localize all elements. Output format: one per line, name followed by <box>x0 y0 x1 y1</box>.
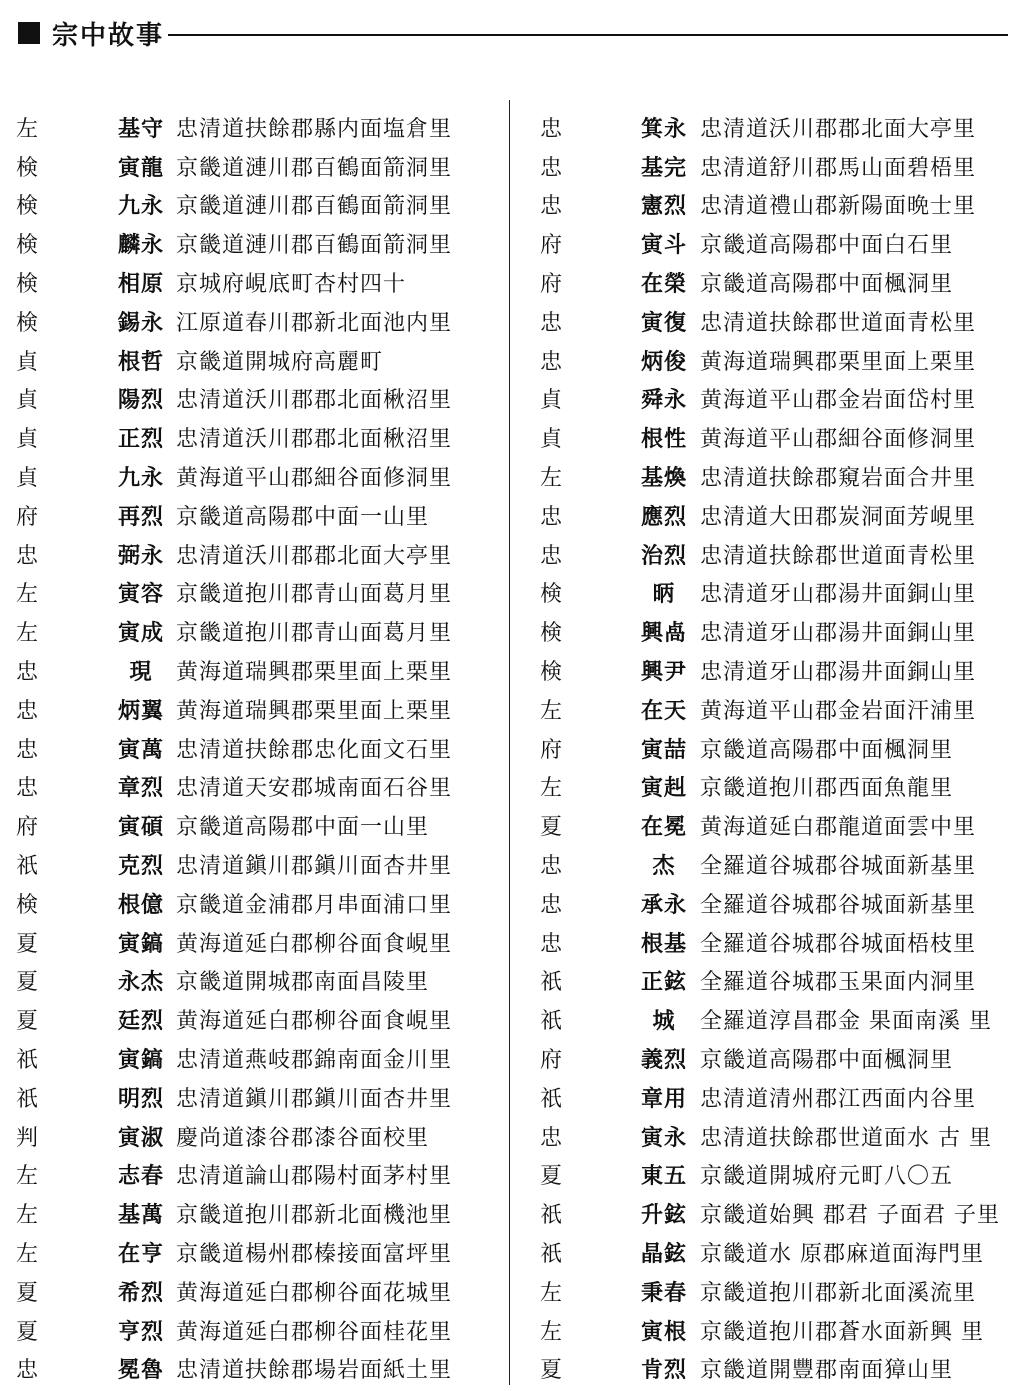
list-item <box>538 1000 1008 1039</box>
entry-rank: 検 <box>16 155 39 181</box>
entry-address: 黄海道瑞興郡栗里面上栗里 <box>176 698 453 724</box>
list-item <box>14 341 494 380</box>
entry-rank: 忠 <box>540 310 563 336</box>
entry-address: 江原道春川郡新北面池内里 <box>176 310 453 336</box>
entry-rank: 貞 <box>16 466 39 492</box>
entry-address: 黄海道延白郡柳谷面食峴里 <box>176 1009 453 1035</box>
entry-address: 京畿道開城府高麗町 <box>176 349 384 375</box>
entry-name: 杰 <box>652 854 676 880</box>
entry-address: 全羅道谷城郡谷城面梧枝里 <box>700 931 977 957</box>
entry-address: 黄海道延白郡柳谷面食峴里 <box>176 931 453 957</box>
entry-name: 根億 <box>117 892 164 918</box>
list-item <box>538 962 1008 1001</box>
entry-name: 永杰 <box>117 970 164 996</box>
list-item <box>538 302 1008 341</box>
list-item <box>538 418 1008 457</box>
entry-address: 黄海道延白郡柳谷面花城里 <box>176 1280 453 1306</box>
entry-address: 忠清道沃川郡郡北面楸沼里 <box>176 388 453 414</box>
entry-address: 京畿道抱川郡青山面葛月里 <box>176 582 453 608</box>
list-item <box>538 690 1008 729</box>
list-item <box>538 1311 1008 1350</box>
list-item <box>14 845 494 884</box>
entry-name: 寅鎬 <box>117 931 164 957</box>
entry-rank: 検 <box>16 194 39 220</box>
entry-name: 在天 <box>640 698 687 724</box>
entry-name: 冕魯 <box>117 1358 164 1384</box>
entry-name: 陽烈 <box>117 388 164 414</box>
list-item <box>538 224 1008 263</box>
entry-name: 現 <box>129 660 153 686</box>
entry-name: 章烈 <box>117 776 164 802</box>
entry-name: 炳翼 <box>117 698 164 724</box>
entry-address: 忠清道禮山郡新陽面晩士里 <box>700 194 977 220</box>
entry-address: 忠清道牙山郡湯井面銅山里 <box>700 660 977 686</box>
entry-address: 京畿道抱川郡西面魚龍里 <box>700 776 954 802</box>
entry-name: 錫永 <box>117 310 164 336</box>
list-item <box>14 457 494 496</box>
list-item <box>538 1117 1008 1156</box>
entry-rank: 夏 <box>16 1319 39 1345</box>
header-rule <box>168 34 1008 36</box>
list-item <box>14 1272 494 1311</box>
list-item <box>538 651 1008 690</box>
entry-rank: 左 <box>16 1164 39 1190</box>
list-item <box>538 263 1008 302</box>
entry-name: 基煥 <box>640 466 687 492</box>
entry-name: 憲烈 <box>640 194 687 220</box>
entry-rank: 左 <box>16 621 39 647</box>
entry-address: 京畿道漣川郡百鶴面箭洞里 <box>176 155 453 181</box>
entry-address: 黄海道延白郡龍道面雲中里 <box>700 815 977 841</box>
entry-address: 黄海道瑞興郡栗里面上栗里 <box>176 660 453 686</box>
entry-name: 寅容 <box>117 582 164 608</box>
list-item <box>14 108 494 147</box>
left-column <box>14 108 494 1388</box>
entry-rank: 貞 <box>16 349 39 375</box>
entry-name: 克烈 <box>117 854 164 880</box>
list-item <box>14 1000 494 1039</box>
list-item <box>14 651 494 690</box>
list-item <box>14 263 494 302</box>
entry-rank: 忠 <box>540 854 563 880</box>
entry-address: 忠清道天安郡城南面石谷里 <box>176 776 453 802</box>
entry-address: 忠清道扶餘郡縣内面塩倉里 <box>176 116 453 142</box>
entry-rank: 左 <box>16 1203 39 1229</box>
list-item <box>14 1311 494 1350</box>
entry-name: 興尹 <box>640 660 687 686</box>
list-item <box>538 1350 1008 1389</box>
entry-name: 承永 <box>640 892 687 918</box>
entry-rank: 左 <box>540 466 563 492</box>
entry-rank: 祇 <box>540 970 563 996</box>
entry-rank: 忠 <box>540 349 563 375</box>
entry-address: 忠清道燕岐郡錦南面金川里 <box>176 1048 453 1074</box>
entry-name: 在榮 <box>640 272 687 298</box>
entry-rank: 貞 <box>540 388 563 414</box>
entry-name: 基萬 <box>117 1203 164 1229</box>
entry-name: 廷烈 <box>117 1009 164 1035</box>
entry-name: 弼永 <box>117 543 164 569</box>
entry-rank: 夏 <box>540 1164 563 1190</box>
entry-address: 黄海道延白郡柳谷面桂花里 <box>176 1319 453 1345</box>
entry-name: 根基 <box>640 931 687 957</box>
list-item <box>538 1039 1008 1078</box>
list-item <box>538 884 1008 923</box>
list-item <box>14 690 494 729</box>
entry-name: 寅根 <box>640 1319 687 1345</box>
entry-address: 京畿道高陽郡中面楓洞里 <box>700 737 954 763</box>
entry-rank: 祇 <box>540 1009 563 1035</box>
entry-address: 黄海道平山郡細谷面修洞里 <box>176 466 453 492</box>
entry-rank: 夏 <box>16 1009 39 1035</box>
entry-address: 忠清道沃川郡郡北面大亭里 <box>176 543 453 569</box>
entry-name: 寅成 <box>117 621 164 647</box>
entry-address: 黄海道瑞興郡栗里面上栗里 <box>700 349 977 375</box>
entry-rank: 祇 <box>16 1048 39 1074</box>
right-column <box>538 108 1008 1388</box>
entry-address: 全羅道淳昌郡金 果面南溪 里 <box>700 1009 992 1035</box>
entry-name: 寅萬 <box>117 737 164 763</box>
entry-address: 黄海道平山郡金岩面汗浦里 <box>700 698 977 724</box>
entry-rank: 忠 <box>16 543 39 569</box>
entry-rank: 忠 <box>16 660 39 686</box>
entry-address: 京畿道抱川郡新北面機池里 <box>176 1203 453 1229</box>
entry-rank: 検 <box>540 582 563 608</box>
entry-address: 京畿道金浦郡月串面浦口里 <box>176 892 453 918</box>
entry-rank: 夏 <box>540 815 563 841</box>
entry-rank: 検 <box>540 660 563 686</box>
entry-rank: 左 <box>540 1280 563 1306</box>
column-divider <box>509 100 510 1385</box>
entry-address: 京畿道開豐郡南面獐山里 <box>700 1358 954 1384</box>
list-item <box>14 535 494 574</box>
entry-name: 舜永 <box>640 388 687 414</box>
entry-name: 昞 <box>652 582 676 608</box>
entry-address: 忠清道牙山郡湯井面銅山里 <box>700 582 977 608</box>
entry-rank: 判 <box>16 1125 39 1151</box>
list-item <box>538 845 1008 884</box>
entry-name: 寅鎬 <box>117 1048 164 1074</box>
entry-name: 章用 <box>640 1086 687 1112</box>
entry-rank: 夏 <box>16 970 39 996</box>
list-item <box>538 612 1008 651</box>
entry-rank: 忠 <box>540 194 563 220</box>
entry-address: 京畿道抱川郡青山面葛月里 <box>176 621 453 647</box>
entry-name: 興卨 <box>640 621 687 647</box>
entry-name: 東五 <box>640 1164 687 1190</box>
list-item <box>538 1156 1008 1195</box>
entry-address: 京畿道漣川郡百鶴面箭洞里 <box>176 233 453 259</box>
entry-name: 炳俊 <box>640 349 687 375</box>
list-item <box>538 806 1008 845</box>
entry-name: 升鉉 <box>640 1203 687 1229</box>
list-item <box>14 729 494 768</box>
entry-rank: 忠 <box>540 543 563 569</box>
entry-name: 再烈 <box>117 504 164 530</box>
entry-rank: 夏 <box>16 1280 39 1306</box>
entry-name: 根哲 <box>117 349 164 375</box>
entry-address: 京畿道開城郡南面昌陵里 <box>176 970 430 996</box>
entry-rank: 忠 <box>16 1358 39 1384</box>
entry-rank: 夏 <box>540 1358 563 1384</box>
entry-address: 京畿道高陽郡中面楓洞里 <box>700 1048 954 1074</box>
entry-rank: 府 <box>16 815 39 841</box>
entry-rank: 府 <box>540 233 563 259</box>
list-item <box>14 1039 494 1078</box>
entry-name: 在冕 <box>640 815 687 841</box>
list-item <box>538 535 1008 574</box>
entry-name: 根性 <box>640 427 687 453</box>
entry-name: 麟永 <box>117 233 164 259</box>
entry-name: 正烈 <box>117 427 164 453</box>
entry-rank: 左 <box>16 116 39 142</box>
entry-rank: 忠 <box>540 1125 563 1151</box>
entry-name: 寅斗 <box>640 233 687 259</box>
list-item <box>538 108 1008 147</box>
list-item <box>538 729 1008 768</box>
entry-rank: 祇 <box>16 1086 39 1112</box>
entry-rank: 貞 <box>540 427 563 453</box>
entry-name: 寅龍 <box>117 155 164 181</box>
entry-name: 在亨 <box>117 1242 164 1267</box>
entry-address: 京畿道高陽郡中面一山里 <box>176 815 430 841</box>
entry-address: 忠清道清州郡江西面内谷里 <box>700 1086 977 1112</box>
entry-address: 忠清道沃川郡郡北面楸沼里 <box>176 427 453 453</box>
entry-name: 寅永 <box>640 1125 687 1151</box>
entry-rank: 祇 <box>540 1086 563 1112</box>
list-item <box>14 496 494 535</box>
entry-address: 忠清道沃川郡郡北面大亭里 <box>700 116 977 142</box>
list-item <box>14 1350 494 1389</box>
entry-name: 寅復 <box>640 310 687 336</box>
entry-rank: 府 <box>540 272 563 298</box>
entry-rank: 貞 <box>16 427 39 453</box>
entry-address: 忠清道鎭川郡鎭川面杏井里 <box>176 854 453 880</box>
entry-rank: 左 <box>16 1242 39 1267</box>
entry-address: 黄海道平山郡細谷面修洞里 <box>700 427 977 453</box>
entry-name: 寅淑 <box>117 1125 164 1151</box>
entry-address: 京畿道抱川郡新北面溪流里 <box>700 1280 977 1306</box>
entry-rank: 府 <box>540 737 563 763</box>
list-item <box>14 1117 494 1156</box>
entry-name: 寅赳 <box>640 776 687 802</box>
entry-name: 希烈 <box>117 1280 164 1306</box>
entry-address: 京畿道水 原郡麻道面海門里 <box>700 1242 984 1267</box>
entry-address: 忠清道牙山郡湯井面銅山里 <box>700 621 977 647</box>
entry-rank: 府 <box>540 1048 563 1074</box>
entry-rank: 祇 <box>16 854 39 880</box>
entry-address: 忠清道扶餘郡世道面水 古 里 <box>700 1125 992 1151</box>
list-item <box>14 574 494 613</box>
entry-rank: 左 <box>16 582 39 608</box>
list-item <box>538 147 1008 186</box>
entry-address: 京畿道楊州郡榛接面富坪里 <box>176 1242 453 1267</box>
list-item <box>14 147 494 186</box>
entry-rank: 検 <box>16 272 39 298</box>
entry-address: 京畿道高陽郡中面一山里 <box>176 504 430 530</box>
list-item <box>538 186 1008 225</box>
entry-rank: 忠 <box>540 931 563 957</box>
entry-address: 忠清道舒川郡馬山面碧梧里 <box>700 155 977 181</box>
entry-name: 亨烈 <box>117 1319 164 1345</box>
list-item <box>14 806 494 845</box>
entry-name: 基守 <box>117 116 164 142</box>
list-item <box>538 923 1008 962</box>
list-item <box>14 612 494 651</box>
entry-name: 箕永 <box>640 116 687 142</box>
list-item <box>538 574 1008 613</box>
entry-name: 志春 <box>117 1164 164 1190</box>
entry-rank: 左 <box>540 1319 563 1345</box>
entry-address: 全羅道谷城郡谷城面新基里 <box>700 854 977 880</box>
entry-rank: 忠 <box>540 155 563 181</box>
entry-address: 忠清道扶餘郡世道面青松里 <box>700 310 977 336</box>
entry-name: 九永 <box>117 466 164 492</box>
entry-name: 治烈 <box>640 543 687 569</box>
entry-rank: 左 <box>540 776 563 802</box>
entry-name: 基完 <box>640 155 687 181</box>
black-square-icon <box>18 22 40 44</box>
list-item <box>14 1194 494 1233</box>
list-item <box>14 186 494 225</box>
list-item <box>14 418 494 457</box>
entry-address: 京畿道開城府元町八〇五 <box>700 1164 954 1190</box>
entry-address: 忠清道扶餘郡世道面青松里 <box>700 543 977 569</box>
list-item <box>538 1272 1008 1311</box>
entry-name: 寅碩 <box>117 815 164 841</box>
entry-address: 京畿道抱川郡蒼水面新興 里 <box>700 1319 984 1345</box>
list-item <box>538 768 1008 807</box>
list-item <box>14 1078 494 1117</box>
entry-address: 黄海道平山郡金岩面岱村里 <box>700 388 977 414</box>
list-item <box>14 923 494 962</box>
entry-rank: 検 <box>16 892 39 918</box>
entry-name: 義烈 <box>640 1048 687 1074</box>
entry-name: 秉春 <box>640 1280 687 1306</box>
entry-rank: 検 <box>16 233 39 259</box>
entry-rank: 忠 <box>540 892 563 918</box>
entry-rank: 夏 <box>16 931 39 957</box>
entry-rank: 忠 <box>16 698 39 724</box>
list-item <box>538 457 1008 496</box>
entry-address: 忠清道扶餘郡窺岩面合井里 <box>700 466 977 492</box>
entry-name: 九永 <box>117 194 164 220</box>
entry-name: 應烈 <box>640 504 687 530</box>
entry-address: 忠清道論山郡陽村面茅村里 <box>176 1164 453 1190</box>
entry-address: 京畿道始興 郡君 子面君 子里 <box>700 1203 1000 1229</box>
entry-name: 肯烈 <box>640 1358 687 1384</box>
list-item <box>538 341 1008 380</box>
entry-address: 忠清道扶餘郡忠化面文石里 <box>176 737 453 763</box>
list-item <box>538 380 1008 419</box>
entry-rank: 左 <box>540 698 563 724</box>
entry-rank: 府 <box>16 504 39 530</box>
list-item <box>14 302 494 341</box>
entry-rank: 祇 <box>540 1203 563 1229</box>
entry-address: 京畿道漣川郡百鶴面箭洞里 <box>176 194 453 220</box>
entry-rank: 貞 <box>16 388 39 414</box>
entry-rank: 忠 <box>16 737 39 763</box>
entry-name: 明烈 <box>117 1086 164 1112</box>
list-item <box>14 768 494 807</box>
list-item <box>538 1078 1008 1117</box>
entry-address: 慶尚道漆谷郡漆谷面校里 <box>176 1125 430 1151</box>
list-item <box>14 962 494 1001</box>
list-item <box>14 380 494 419</box>
list-item <box>538 1194 1008 1233</box>
entry-address: 全羅道谷城郡玉果面内洞里 <box>700 970 977 996</box>
section-header <box>18 16 1008 50</box>
entry-rank: 忠 <box>16 776 39 802</box>
entry-rank: 検 <box>540 621 563 647</box>
section-title: 宗中故事 <box>52 20 165 51</box>
entry-address: 忠清道扶餘郡場岩面紙土里 <box>176 1358 453 1384</box>
entry-address: 全羅道谷城郡谷城面新基里 <box>700 892 977 918</box>
entry-rank: 祇 <box>540 1242 563 1267</box>
list-item <box>14 224 494 263</box>
entry-address: 忠清道大田郡炭洞面芳峴里 <box>700 504 977 530</box>
entry-address: 京畿道高陽郡中面白石里 <box>700 233 954 259</box>
list-item <box>14 884 494 923</box>
list-item <box>538 496 1008 535</box>
list-item <box>538 1233 1008 1272</box>
entry-rank: 忠 <box>540 504 563 530</box>
entry-name: 正鉉 <box>640 970 687 996</box>
entry-rank: 忠 <box>540 116 563 142</box>
entry-name: 晶鉉 <box>640 1242 687 1267</box>
entry-address: 京城府峴底町杏村四十 <box>176 272 407 298</box>
list-item <box>14 1233 494 1272</box>
list-item <box>14 1156 494 1195</box>
entry-name: 城 <box>652 1009 676 1035</box>
entry-name: 相原 <box>117 272 164 298</box>
entry-rank: 検 <box>16 310 39 336</box>
entry-address: 京畿道高陽郡中面楓洞里 <box>700 272 954 298</box>
entry-name: 寅喆 <box>640 737 687 763</box>
entry-address: 忠清道鎭川郡鎭川面杏井里 <box>176 1086 453 1112</box>
